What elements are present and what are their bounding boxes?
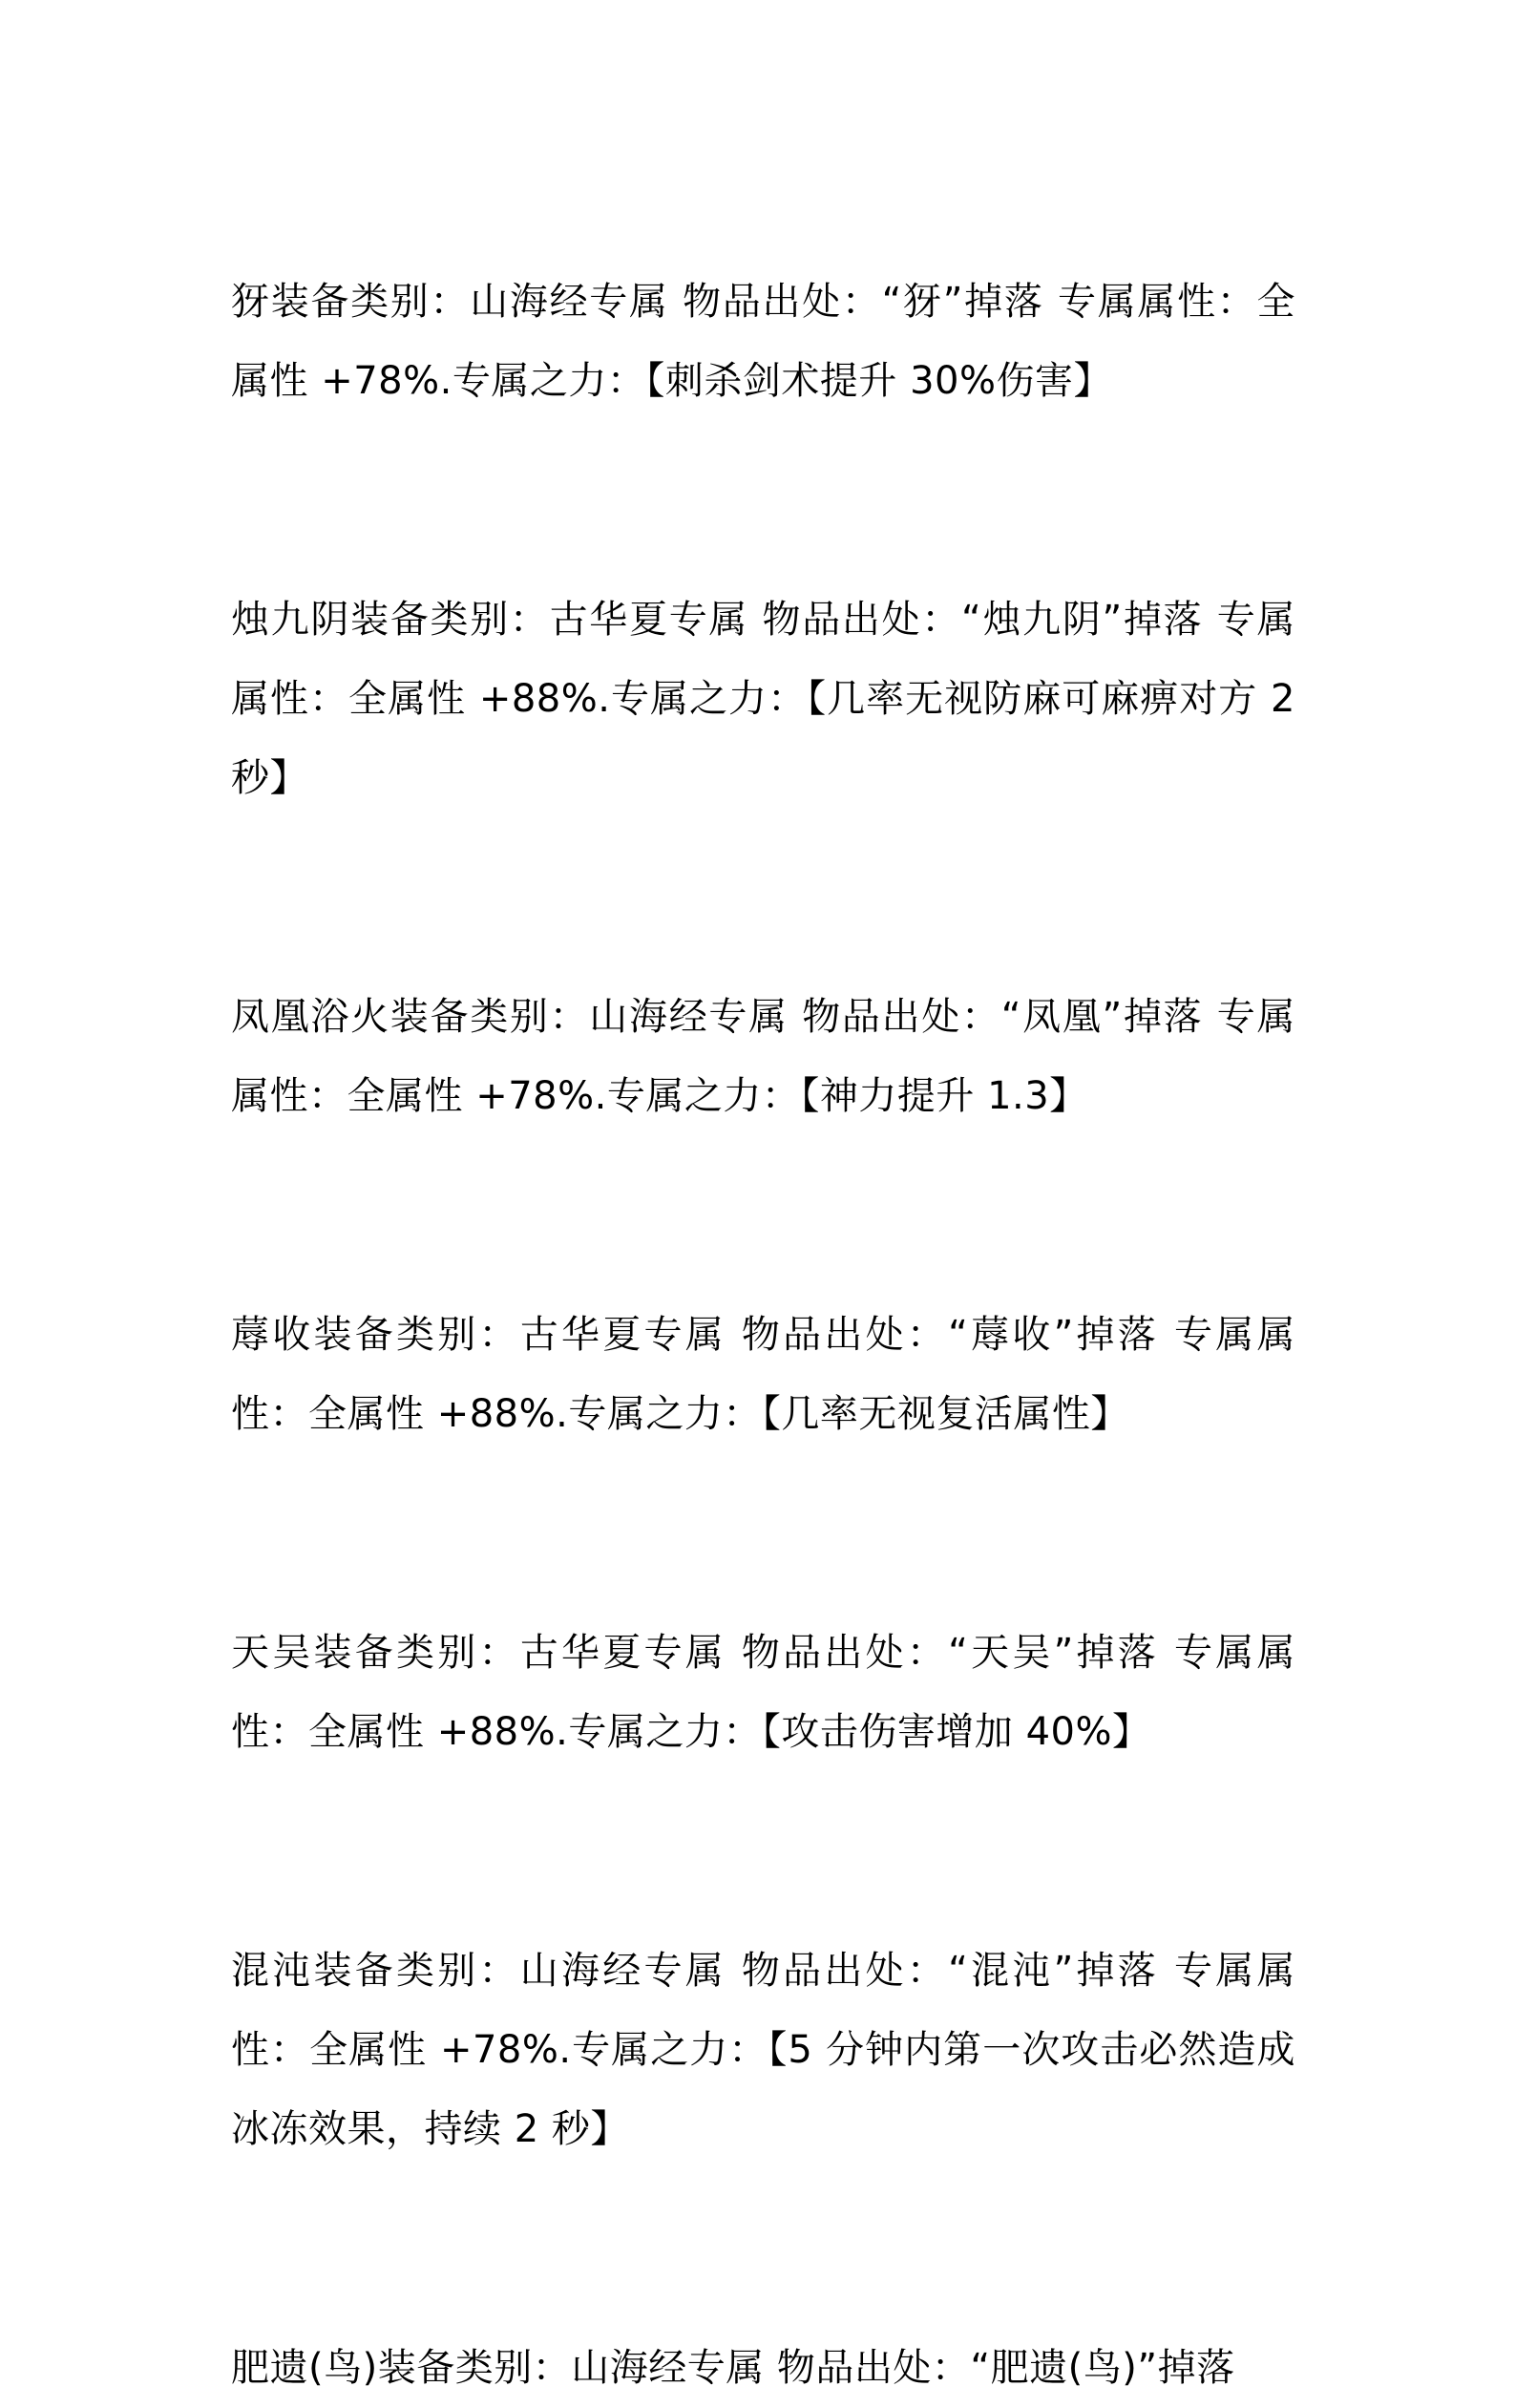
item-paragraph-zhujiuyin: 烛九阴装备类别：古华夏专属 物品出处：“烛九阴”掉落 专属属性：全属性 +88%.专属之力：【几率无视防麻可麻痹对方 2 秒】 xyxy=(231,598,1295,800)
item-paragraph-hundun: 混沌装备类别：山海经专属 物品出处：“混沌”掉落 专属属性：全属性 +78%.专属之力：【5 分钟内第一次攻击必然造成冰冻效果，持续 2 秒】 xyxy=(231,1949,1295,2151)
document-body xyxy=(231,263,1295,2408)
item-paragraph-fenghuang: 凤凰浴火装备类别：山海经专属 物品出处：“凤凰”掉落 专属属性：全属性 +78%.专属之力：【神力提升 1.3】 xyxy=(231,995,1295,1118)
item-paragraph-yan: 犽装备类别：山海经专属 物品出处：“犽”掉落 专属属性：全属性 +78%.专属之力：【刺杀剑术提升 30%伤害】 xyxy=(231,280,1295,403)
item-paragraph-rushou: 蓐收装备类别：古华夏专属 物品出处：“蓐收”掉落 专属属性：全属性 +88%.专属之力：【几率无视复活属性】 xyxy=(231,1313,1295,1436)
item-paragraph-feiyi: 肥遗(鸟)装备类别：山海经专属 物品出处：“肥遗(鸟)”掉落 xyxy=(231,2346,1235,2390)
item-paragraph-tianwu: 天吴装备类别：古华夏专属 物品出处：“天吴”掉落 专属属性：全属性 +88%.专属之力：【攻击伤害增加 40%】 xyxy=(231,1631,1295,1754)
